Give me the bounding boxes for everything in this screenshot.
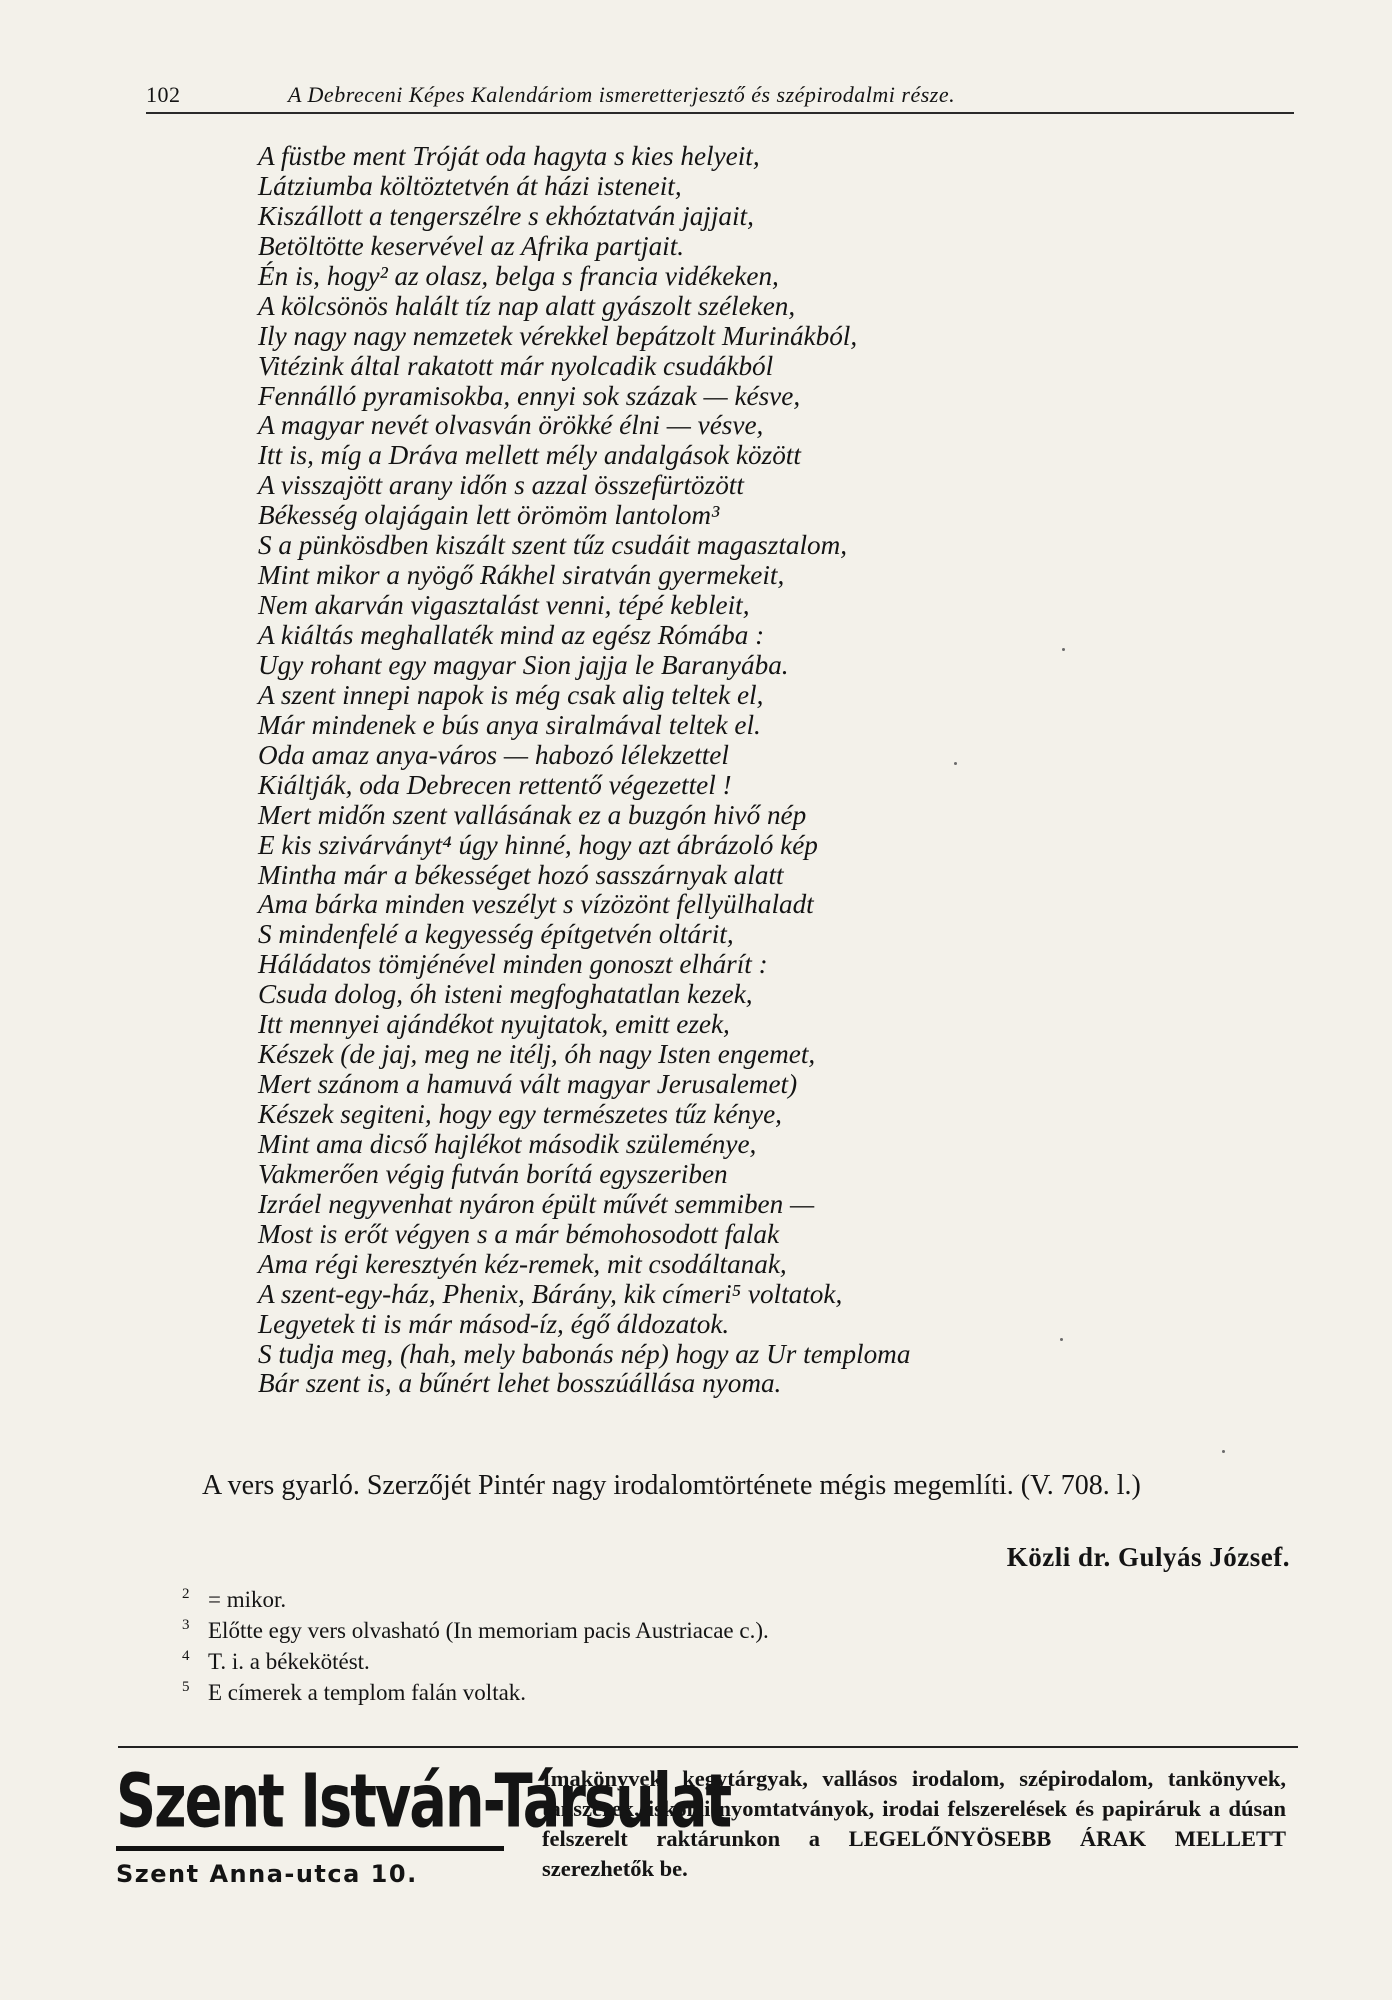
footnotes [182, 1584, 769, 1708]
poem-line: S tudja meg, (hah, mely babonás nép) hogy az Ur temploma [258, 1338, 911, 1369]
poem-line: Itt is, míg a Dráva mellett mély andalgások között [258, 440, 801, 471]
print-speck [954, 762, 957, 765]
poem-line: Ugy rohant egy magyar Sion jajja le Baranyába. [258, 649, 789, 680]
advertisement-top-rule [118, 1746, 1298, 1748]
poem-line: Mint mikor a nyögő Rákhel siratván gyermekeit, [258, 560, 785, 591]
poem-line: S mindenfelé a kegyesség építgetvén oltárit, [258, 919, 734, 950]
footnote: 5 E címerek a templom falán voltak. [182, 1679, 527, 1705]
signature: Közli dr. Gulyás József. [1006, 1542, 1290, 1572]
poem-line: Mert szánom a hamuvá vált magyar Jerusalemet) [258, 1069, 798, 1100]
poem-line: A kölcsönös halált tíz nap alatt gyászolt széleken, [258, 290, 796, 321]
header-rule [146, 112, 1294, 114]
print-speck [1060, 1338, 1063, 1341]
poem-line: Készek segiteni, hogy egy természetes tűz kénye, [258, 1099, 782, 1129]
poem-line: Izráel negyvenhat nyáron épült művét semmiben — [258, 1188, 815, 1219]
poem-line: Oda amaz anya-város — habozó lélekzettel [258, 739, 729, 770]
poem-line: Háládatos tömjénével minden gonoszt elhárít : [258, 949, 768, 980]
print-speck [1062, 648, 1065, 651]
poem-line: Kiszállott a tengerszélre s ekhóztatván jajjait, [258, 200, 754, 231]
poem-line: Mint ama dicső hajlékot második szüleménye, [258, 1128, 757, 1159]
poem-line: Ama bárka minden veszélyt s vízözönt fellyülhaladt [258, 889, 814, 920]
page-number: 102 [146, 82, 181, 107]
poem-line: Vakmerően végig futván borítá egyszeriben [258, 1158, 728, 1189]
advertisement-title: Szent István-Társulat [116, 1756, 731, 1845]
poem-line: Betöltötte keservével az Afrika partjait. [258, 230, 685, 261]
poem-line: A visszajött arany időn s azzal összefürtözött [258, 470, 744, 501]
poem-line: A kiáltás meghallaték mind az egész Rómába : [258, 620, 765, 650]
poem-line: Csuda dolog, óh isteni megfoghatatlan kezek, [258, 979, 753, 1010]
poem-line: Fennálló pyramisokba, ennyi sok százak — késve, [258, 380, 801, 411]
poem-line: Békesség olajágain lett örömöm lantolom³ [258, 500, 720, 531]
poem [258, 142, 1258, 1399]
poem-line: Már mindenek e bús anya siralmával teltek el. [258, 709, 761, 740]
poem-line: A füstbe ment Tróját oda hagyta s kies helyeit, [258, 141, 760, 171]
poem-line: Kiáltják, oda Debrecen rettentő végezettel ! [258, 769, 732, 800]
poem-line: Készek (de jaj, meg ne itélj, óh nagy Isten engemet, [258, 1039, 816, 1070]
advertisement-address: Szent Anna-utca 10. [116, 1860, 418, 1888]
poem-line: Bár szent is, a bűnért lehet bosszúállása nyoma. [258, 1368, 782, 1399]
poem-line: A szent innepi napok is még csak alig teltek el, [258, 679, 764, 710]
poem-line: Ily nagy nagy nemzetek vérekkel bepátzolt Murinákból, [258, 320, 858, 351]
poem-line: Legyetek ti is már másod-íz, égő áldozatok. [258, 1308, 730, 1339]
poem-line: S a pünkösdben kiszált szent tűz csudáit magasztalom, [258, 530, 848, 561]
footnote: 4 T. i. a békekötést. [182, 1648, 370, 1674]
poem-line: Mintha már a békességet hozó sasszárnyak alatt [258, 859, 784, 890]
poem-line: Vitézink által rakatott már nyolcadik csudákból [258, 350, 774, 381]
running-title: A Debreceni Képes Kalendáriom ismeretterjesztő és szépirodalmi része. [288, 82, 956, 107]
poem-line: Én is, hogy² az olasz, belga s francia vidékeken, [258, 260, 779, 291]
poem-line: Itt mennyei ajándékot nyujtatok, emitt ezek, [258, 1009, 730, 1040]
poem-line: A szent-egy-ház, Phenix, Bárány, kik címeri⁵ voltatok, [258, 1278, 843, 1309]
commentary: A vers gyarló. Szerzőjét Pintér nagy irodalomtörténete mégis megemlíti. (V. 708. l.) [202, 1470, 1141, 1501]
poem-line: Most is erőt végyen s a már bémohosodott falak [258, 1218, 780, 1249]
poem-line: Látziumba költöztetvén át házi isteneit, [258, 170, 682, 201]
poem-line: Ama régi keresztyén kéz-remek, mit csodáltanak, [258, 1248, 787, 1279]
poem-line: Nem akarván vigasztalást venni, tépé kebleit, [258, 590, 750, 621]
poem-line: A magyar nevét olvasván örökké élni — vésve, [258, 410, 764, 441]
footnote: 2 = mikor. [182, 1586, 287, 1612]
footnote: 3 Előtte egy vers olvasható (In memoriam pacis Austriacae c.). [182, 1617, 769, 1643]
poem-line: Mert midőn szent vallásának ez a buzgón hivő nép [258, 799, 807, 830]
print-speck [1222, 1450, 1225, 1453]
advertisement-rule [116, 1846, 504, 1851]
advertisement-text: Imakönyvek, kegytárgyak, vallásos irodalom, szépirodalom, tankönyvek, tanszerek, iskolai nyomtatványok, irodai felszerelések és papiráruk a dúsan felszerelt raktárunkon a LEGELŐNYÖSEBB ÁRAK MELLETT szerezhetők be. [542, 1766, 1286, 1881]
poem-line: E kis szivárványt⁴ úgy hinné, hogy azt ábrázoló kép [258, 829, 818, 860]
